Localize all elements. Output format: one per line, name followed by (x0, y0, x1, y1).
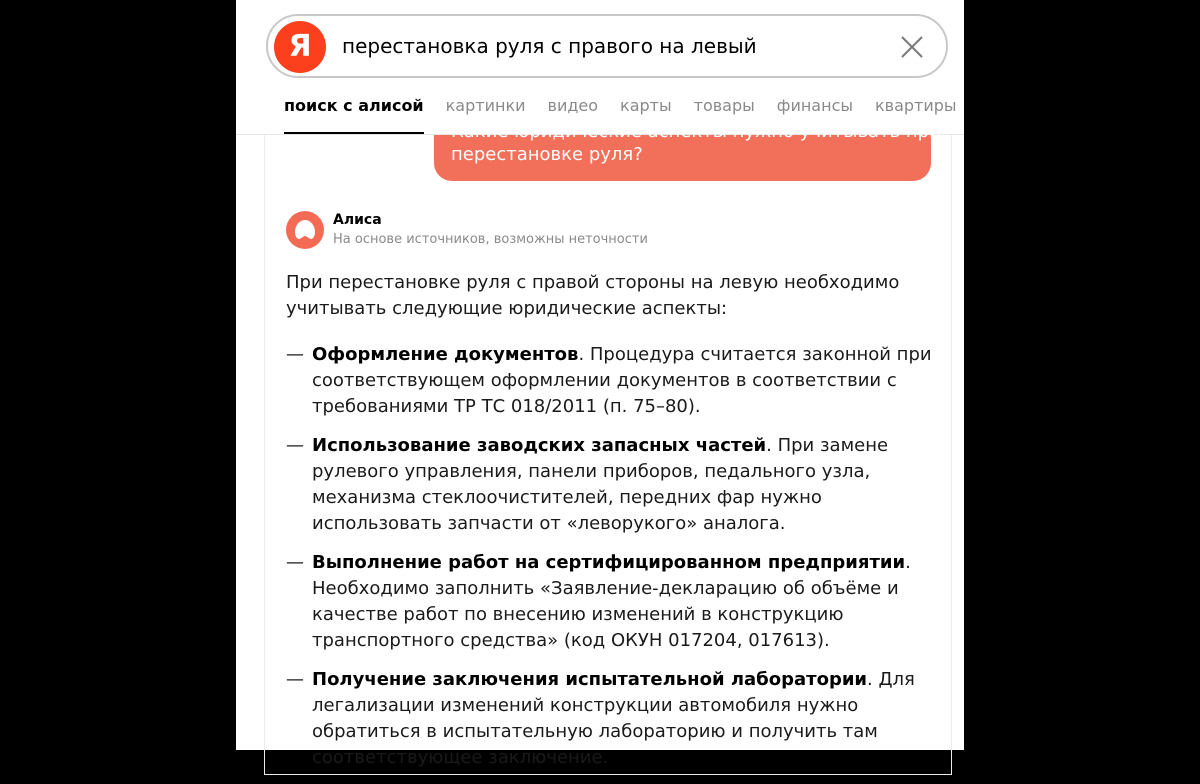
item-title: Оформление документов (312, 344, 579, 365)
yandex-logo-icon[interactable]: Я (274, 21, 326, 73)
user-message-partial-line: Какие юридические аспекты нужно учитывать при (451, 121, 941, 142)
item-text: . Для легализации изменений конструкции автомобиля нужно обратиться в испытательную лабораторию и получить там соответствующее заключение. (312, 669, 915, 768)
item-title: Выполнение работ на сертифицированном предприятии (312, 552, 906, 573)
search-page (236, 0, 964, 768)
close-icon[interactable] (898, 33, 926, 61)
tab-finance[interactable]: финансы (776, 96, 853, 115)
answer-list-item (286, 667, 936, 771)
item-text: . Процедура считается законной при соответствующем оформлении документов в соответствии с требованиями ТР ТС 018/2011 (п. 75–80). (312, 344, 932, 417)
user-message-line: перестановке руля? (451, 144, 643, 165)
list-dash: — (286, 435, 304, 456)
answer-list-item (286, 342, 936, 420)
alice-name: Алиса (333, 212, 382, 228)
item-title: Получение заключения испытательной лаборатории (312, 669, 868, 690)
item-text: . При замене рулевого управления, панели приборов, педального узла, механизма стеклоочистителей, передних фар нужно использовать запчасти от «леворукого» аналога. (312, 435, 889, 534)
answer-list-item (286, 550, 936, 654)
tab-products[interactable]: товары (693, 96, 755, 115)
answer-list-item (286, 433, 936, 537)
tab-apartments[interactable]: квартиры (875, 96, 957, 115)
user-message-bubble (434, 121, 941, 181)
search-bar[interactable] (266, 14, 948, 78)
tab-images[interactable]: картинки (445, 96, 526, 115)
tab-alice-search[interactable]: поиск с алисой (284, 96, 424, 134)
search-input[interactable]: перестановка руля с правого на левый (342, 34, 757, 58)
alice-disclaimer: На основе источников, возможны неточности (333, 232, 648, 247)
list-dash: — (286, 552, 304, 573)
item-text: . Необходимо заполнить «Заявление-декларацию об объёме и качестве работ по внесению изменений в конструкцию транспортного средства» (код ОКУН 017204, 017613). (312, 552, 911, 651)
alice-icon (286, 211, 324, 249)
answer-intro: При перестановке руля с правой стороны на левую необходимо учитывать следующие юридические аспекты: (286, 272, 900, 319)
tab-maps[interactable]: карты (620, 96, 672, 115)
item-title: Использование заводских запасных частей (312, 435, 767, 456)
tab-video[interactable]: видео (547, 96, 599, 115)
list-dash: — (286, 344, 304, 365)
alice-answer (286, 270, 936, 784)
list-dash: — (286, 669, 304, 690)
